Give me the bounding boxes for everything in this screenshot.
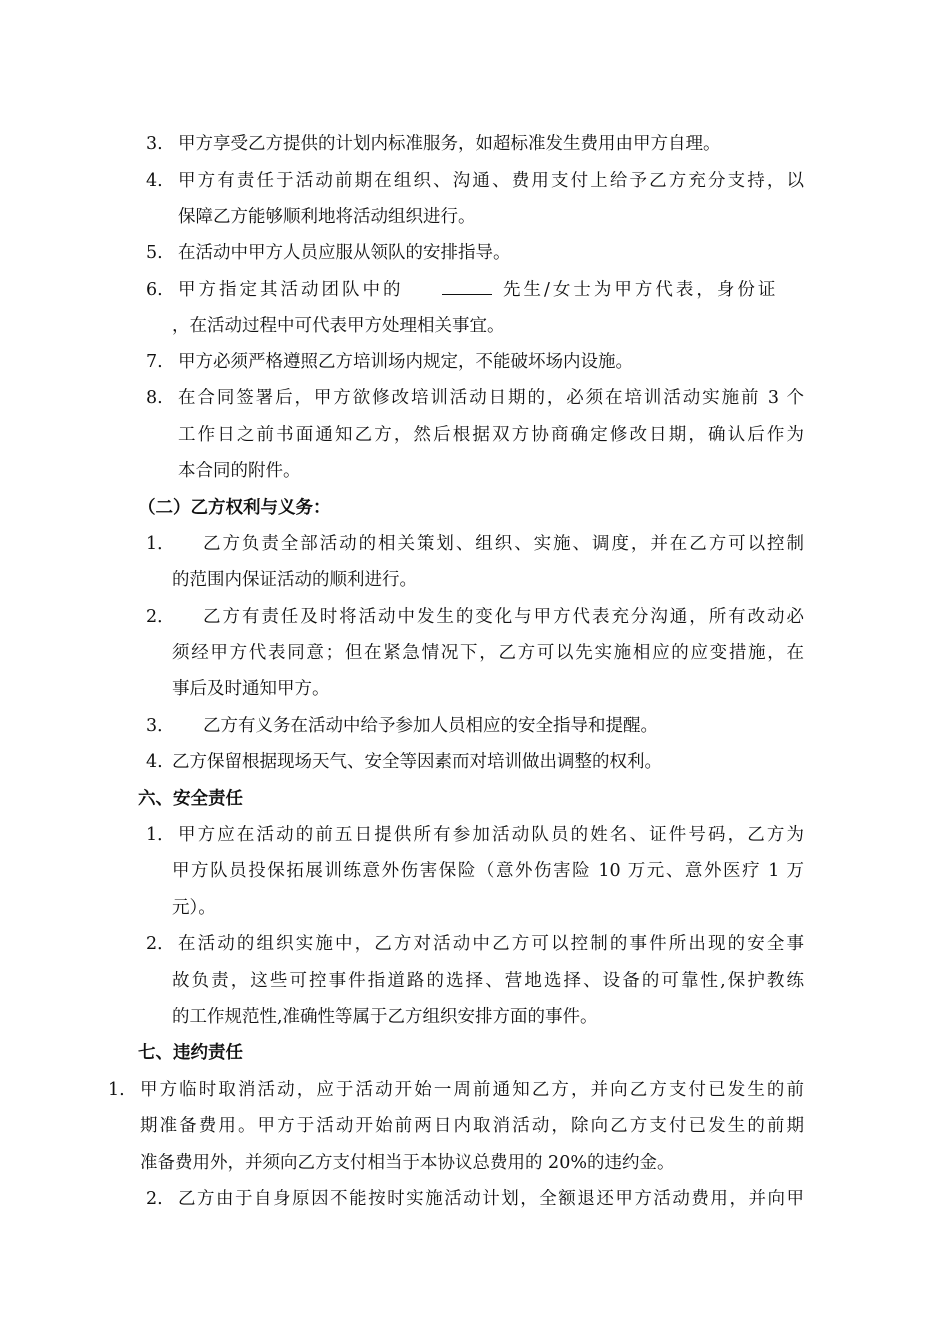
item-text: 甲方必须严格遵照乙方培训场内规定，不能破坏场内设施。 [178, 352, 633, 372]
item-text: 工作日之前书面通知乙方，然后根据双方协商确定修改日期，确认后作为 [178, 425, 804, 445]
item-text: 须经甲方代表同意；但在紧急情况下，乙方可以先实施相应的应变措施，在 [172, 643, 804, 663]
item-text: 乙方由于自身原因不能按时实施活动计划，全额退还甲方活动费用，并向甲 [178, 1189, 804, 1209]
item-text: 乙方有责任及时将活动中发生的变化与甲方代表充分沟通，所有改动必 [203, 607, 804, 627]
item-number: 3. [146, 134, 163, 154]
item-text: 先生/女士为甲方代表，身份证 [503, 280, 779, 300]
item-text: 乙方负责全部活动的相关策划、组织、实施、调度，并在乙方可以控制 [203, 534, 804, 554]
item-number: 1． [146, 825, 175, 845]
item-number: 3． [146, 716, 175, 736]
item-text: 甲方享受乙方提供的计划内标准服务，如超标准发生费用由甲方自理。 [178, 134, 721, 154]
item-text: 在合同签署后，甲方欲修改培训活动日期的，必须在培训活动实施前 3 个 [178, 388, 804, 408]
item-text: 保障乙方能够顺利地将活动组织进行。 [178, 207, 476, 227]
item-text: 甲方有责任于活动前期在组织、沟通、费用支付上给予乙方充分支持，以 [178, 171, 804, 191]
item-text: 的工作规范性,准确性等属于乙方组织安排方面的事件。 [172, 1007, 598, 1027]
item-text: 甲方临时取消活动，应于活动开始一周前通知乙方，并向乙方支付已发生的前 [140, 1080, 804, 1100]
item-number: 1． [146, 534, 175, 554]
item-text: 准备费用外，并须向乙方支付相当于本协议总费用的 20%的违约金。 [140, 1153, 675, 1173]
item-text: 本合同的附件。 [178, 461, 301, 481]
item-text: 期准备费用。甲方于活动开始前两日内取消活动，除向乙方支付已发生的前期 [140, 1116, 804, 1136]
item-text: 的范围内保证活动的顺利进行。 [172, 570, 417, 590]
item-text: 甲方指定其活动团队中的 [178, 280, 404, 300]
item-text: 乙方保留根据现场天气、安全等因素而对培训做出调整的权利。 [172, 752, 662, 772]
item-number: 5. [146, 243, 163, 263]
item-text: 元）。 [172, 898, 216, 918]
item-text: 甲方队员投保拓展训练意外伤害保险（意外伤害险 10 万元、意外医疗 1 万 [172, 861, 804, 881]
item-number: 8. [146, 388, 163, 408]
item-text: ，在活动过程中可代表甲方处理相关事宜。 [172, 316, 505, 336]
item-number: 7. [146, 352, 163, 372]
item-number: 2. [146, 1189, 163, 1209]
item-number: 4. [146, 752, 163, 772]
item-text: 故负责，这些可控事件指道路的选择、营地选择、设备的可靠性,保护教练 [172, 971, 804, 991]
item-text: 事后及时通知甲方。 [172, 679, 330, 699]
item-number: 4. [146, 171, 163, 191]
item-number: 2． [146, 934, 175, 954]
item-text: 乙方有义务在活动中给予参加人员相应的安全指导和提醒。 [203, 716, 658, 736]
item-text: 甲方应在活动的前五日提供所有参加活动队员的姓名、证件号码，乙方为 [178, 825, 804, 845]
section-heading: 七、违约责任 [138, 1043, 243, 1063]
section-heading: （二）乙方权利与义务： [138, 498, 331, 518]
blank-field [438, 280, 496, 300]
section-heading: 六、安全责任 [138, 789, 243, 809]
item-text: 在活动的组织实施中，乙方对活动中乙方可以控制的事件所出现的安全事 [178, 934, 804, 954]
item-number: 2． [146, 607, 175, 627]
item-number: 6. [146, 280, 163, 300]
item-text: 在活动中甲方人员应服从领队的安排指导。 [178, 243, 511, 263]
item-number: 1. [108, 1080, 125, 1100]
